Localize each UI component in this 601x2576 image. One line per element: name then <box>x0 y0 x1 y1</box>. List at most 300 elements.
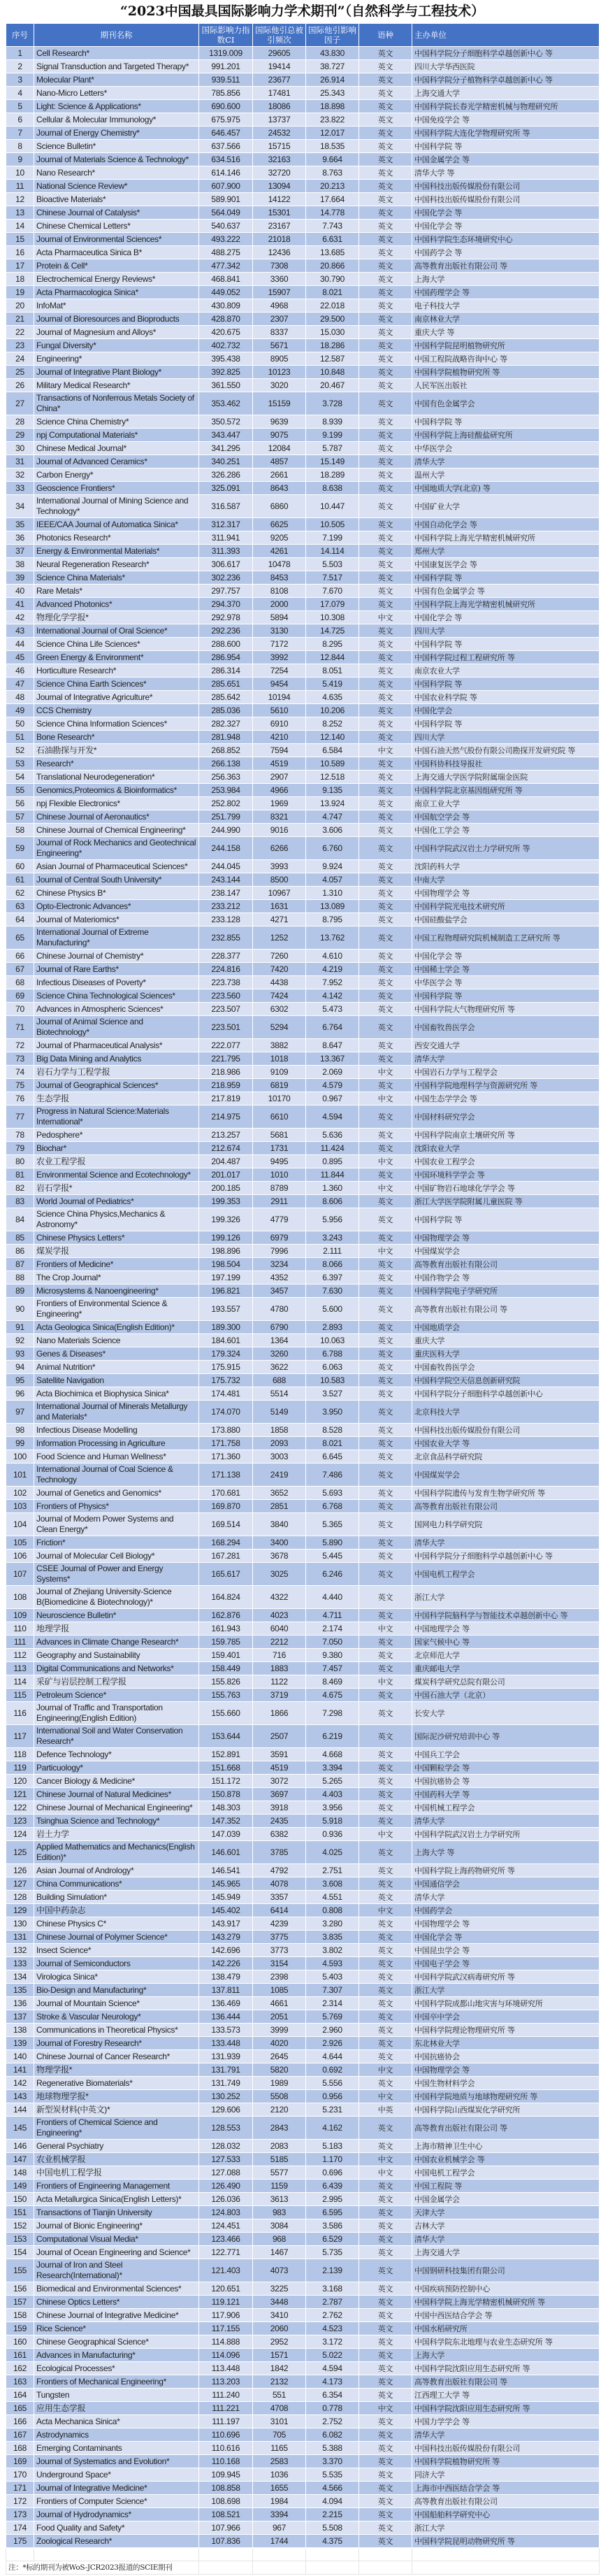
cell-citations: 1571 <box>253 2349 306 2362</box>
table-row <box>6 1513 600 1536</box>
cell-citations: 3154 <box>253 1957 306 1970</box>
cell-organizer: 中国水稻研究所 <box>412 2322 600 2335</box>
cell-rank: 86 <box>6 1245 34 1258</box>
cell-organizer: 南京林业大学 <box>412 313 600 326</box>
cell-journal-name: Journal of Zhejiang University-Science B(Biomedicine & Biotechnology)* <box>34 1586 199 1609</box>
cell-rank: 132 <box>6 1944 34 1957</box>
cell-journal-name: Cellular & Molecular Immunology* <box>34 113 199 127</box>
cell-organizer: 中国物理学会 等 <box>412 887 600 900</box>
cell-language: 英文 <box>359 704 412 717</box>
cell-language: 英文 <box>359 1003 412 1016</box>
cell-language: 英文 <box>359 1285 412 1298</box>
cell-rank: 164 <box>6 2389 34 2402</box>
cell-impact-factor: 4.675 <box>306 1689 359 1702</box>
table-row <box>6 392 600 415</box>
cell-ci-index: 690.600 <box>199 100 253 113</box>
cell-organizer: 清华大学 等 <box>412 166 600 180</box>
cell-ci-index: 292.978 <box>199 611 253 624</box>
cell-organizer: 中国化学会 等 <box>412 206 600 220</box>
cell-organizer: 高等教育出版社有限公司 等 <box>412 1298 600 1321</box>
cell-impact-factor: 7.630 <box>306 1285 359 1298</box>
cell-rank: 150 <box>6 2193 34 2206</box>
cell-rank: 67 <box>6 963 34 976</box>
cell-impact-factor: 0.895 <box>306 1155 359 1168</box>
cell-journal-name: Petroleum Science* <box>34 1689 199 1702</box>
cell-organizer: 中国卒中学会 <box>412 2010 600 2024</box>
table-row <box>6 379 600 392</box>
cell-rank: 89 <box>6 1285 34 1298</box>
cell-impact-factor: 3.394 <box>306 1761 359 1775</box>
cell-organizer: 清华大学 <box>412 2428 600 2442</box>
cell-journal-name: Energy & Environmental Materials* <box>34 545 199 558</box>
cell-impact-factor: 5.365 <box>306 1513 359 1536</box>
cell-language: 英文 <box>359 2219 412 2233</box>
cell-impact-factor: 8.606 <box>306 1195 359 1208</box>
cell-organizer: 中国科学院植物研究所 等 <box>412 366 600 379</box>
cell-rank: 36 <box>6 531 34 545</box>
cell-citations: 4438 <box>253 976 306 989</box>
cell-citations: 6790 <box>253 1321 306 1334</box>
cell-language: 英文 <box>359 2482 412 2495</box>
cell-journal-name: International Journal of Extreme Manufacturing* <box>34 926 199 950</box>
table-row <box>6 2508 600 2521</box>
table-row <box>6 1609 600 1622</box>
cell-organizer: 中国电机工程学会 <box>412 2166 600 2180</box>
cell-language: 英文 <box>359 379 412 392</box>
cell-language: 英文 <box>359 2037 412 2050</box>
cell-rank: 106 <box>6 1550 34 1563</box>
cell-impact-factor: 12.844 <box>306 651 359 664</box>
cell-ci-index: 607.900 <box>199 180 253 193</box>
cell-journal-name: 农业机械学报 <box>34 2153 199 2166</box>
cell-impact-factor: 8.051 <box>306 664 359 678</box>
cell-language: 英文 <box>359 837 412 860</box>
cell-journal-name: Food Quality and Safety* <box>34 2521 199 2535</box>
cell-impact-factor: 2.926 <box>306 2037 359 2050</box>
cell-language: 英文 <box>359 2495 412 2508</box>
cell-organizer: 中国科学院沈阳应用生态研究所 等 <box>412 2402 600 2415</box>
table-row <box>6 2050 600 2063</box>
cell-journal-name: Frontiers of Medicine* <box>34 1258 199 1271</box>
cell-rank: 145 <box>6 2117 34 2140</box>
cell-citations: 4968 <box>253 299 306 313</box>
cell-citations: 5894 <box>253 611 306 624</box>
cell-ci-index: 165.617 <box>199 1563 253 1586</box>
cell-journal-name: Insect Science* <box>34 1944 199 1957</box>
cell-citations: 32720 <box>253 166 306 180</box>
cell-ci-index: 158.449 <box>199 1662 253 1675</box>
cell-rank: 99 <box>6 1437 34 1450</box>
table-row <box>6 887 600 900</box>
table-row <box>6 704 600 717</box>
cell-citations: 3084 <box>253 2219 306 2233</box>
cell-journal-name: China Communications* <box>34 1877 199 1891</box>
cell-language: 英文 <box>359 455 412 468</box>
cell-impact-factor: 10.308 <box>306 611 359 624</box>
cell-impact-factor: 4.094 <box>306 2495 359 2508</box>
cell-ci-index: 243.144 <box>199 873 253 887</box>
cell-language: 英文 <box>359 638 412 651</box>
cell-organizer: 中国科学院南京土壤研究所 等 <box>412 1129 600 1142</box>
cell-citations: 2645 <box>253 2050 306 2063</box>
cell-rank: 46 <box>6 664 34 678</box>
cell-organizer: 中国钢研科技集团有限公司 <box>412 2259 600 2282</box>
cell-ci-index: 127.533 <box>199 2153 253 2166</box>
cell-rank: 61 <box>6 873 34 887</box>
cell-impact-factor: 3.608 <box>306 1877 359 1891</box>
table-row <box>6 860 600 873</box>
cell-organizer: 中国生态学学会 等 <box>412 1092 600 1105</box>
cell-rank: 114 <box>6 1675 34 1689</box>
cell-ci-index: 126.036 <box>199 2193 253 2206</box>
cell-ci-index: 151.668 <box>199 1761 253 1775</box>
cell-impact-factor: 9.924 <box>306 860 359 873</box>
cell-citations: 1085 <box>253 1984 306 1997</box>
table-row <box>6 1917 600 1931</box>
cell-organizer: 中国科技出版传媒股份有限公司 <box>412 2442 600 2455</box>
cell-journal-name: Neuroscience Bulletin* <box>34 1609 199 1622</box>
cell-rank: 166 <box>6 2415 34 2428</box>
cell-rank: 35 <box>6 518 34 531</box>
cell-impact-factor: 5.956 <box>306 1208 359 1231</box>
cell-impact-factor: 10.848 <box>306 366 359 379</box>
cell-rank: 55 <box>6 784 34 797</box>
cell-citations: 3072 <box>253 1775 306 1788</box>
cell-journal-name: Electrochemical Energy Reviews* <box>34 273 199 286</box>
table-row <box>6 1649 600 1662</box>
cell-ci-index: 128.032 <box>199 2140 253 2153</box>
cell-journal-name: 岩土力学 <box>34 1828 199 1841</box>
cell-journal-name: 物理学报* <box>34 2063 199 2077</box>
cell-journal-name: Journal of Semiconductors <box>34 1957 199 1970</box>
cell-citations: 4780 <box>253 1298 306 1321</box>
cell-rank: 105 <box>6 1536 34 1550</box>
cell-impact-factor: 5.265 <box>306 1775 359 1788</box>
cell-impact-factor: 5.556 <box>306 2077 359 2090</box>
cell-language: 中文 <box>359 2166 412 2180</box>
table-row <box>6 468 600 482</box>
cell-organizer: 中国科学院 等 <box>412 989 600 1003</box>
cell-ci-index: 353.462 <box>199 392 253 415</box>
cell-journal-name: International Journal of Mining Science and Technology* <box>34 495 199 518</box>
cell-citations: 9495 <box>253 1155 306 1168</box>
cell-language: 英文 <box>359 2193 412 2206</box>
cell-citations: 3101 <box>253 2415 306 2428</box>
cell-journal-name: Advances in Climate Change Research* <box>34 1636 199 1649</box>
cell-rank: 5 <box>6 100 34 113</box>
cell-citations: 17481 <box>253 87 306 100</box>
cell-ci-index: 107.836 <box>199 2535 253 2548</box>
cell-ci-index: 493.222 <box>199 233 253 246</box>
cell-impact-factor: 0.956 <box>306 2090 359 2103</box>
cell-rank: 59 <box>6 837 34 860</box>
cell-ci-index: 137.811 <box>199 1984 253 1997</box>
cell-impact-factor: 13.089 <box>306 900 359 913</box>
cell-impact-factor: 3.243 <box>306 1231 359 1245</box>
cell-ci-index: 108.698 <box>199 2495 253 2508</box>
table-row <box>6 166 600 180</box>
cell-journal-name: Asian Journal of Andrology* <box>34 1864 199 1877</box>
cell-rank: 50 <box>6 717 34 731</box>
cell-journal-name: Animal Nutrition* <box>34 1361 199 1374</box>
cell-language: 英文 <box>359 1761 412 1775</box>
cell-ci-index: 212.674 <box>199 1142 253 1155</box>
table-row <box>6 100 600 113</box>
cell-impact-factor: 5.693 <box>306 1487 359 1500</box>
cell-organizer: 四川大学华西医院 <box>412 60 600 73</box>
cell-rank: 40 <box>6 585 34 598</box>
cell-citations: 6040 <box>253 1622 306 1636</box>
cell-journal-name: Advances in Manufacturing* <box>34 2349 199 2362</box>
cell-impact-factor: 17.664 <box>306 193 359 206</box>
cell-impact-factor: 5.535 <box>306 2468 359 2482</box>
table-row <box>6 1675 600 1689</box>
cell-ci-index: 175.732 <box>199 1374 253 1387</box>
table-row <box>6 1401 600 1424</box>
cell-organizer: 中国科学院武汉岩土力学研究所 等 <box>412 837 600 860</box>
table-row <box>6 1129 600 1142</box>
cell-language: 英文 <box>359 153 412 166</box>
cell-rank: 130 <box>6 1917 34 1931</box>
cell-citations: 29605 <box>253 47 306 60</box>
cell-ci-index: 350.572 <box>199 415 253 429</box>
cell-language: 英文 <box>359 2455 412 2468</box>
cell-language: 英文 <box>359 2233 412 2246</box>
cell-citations: 967 <box>253 2521 306 2535</box>
cell-rank: 158 <box>6 2309 34 2322</box>
table-row <box>6 60 600 73</box>
cell-rank: 82 <box>6 1182 34 1195</box>
cell-citations: 2120 <box>253 2103 306 2117</box>
cell-impact-factor: 6.595 <box>306 2206 359 2219</box>
cell-organizer: 浙江大学 <box>412 1984 600 1997</box>
cell-citations: 21018 <box>253 233 306 246</box>
cell-journal-name: Genes & Diseases* <box>34 1347 199 1361</box>
cell-ci-index: 477.342 <box>199 259 253 273</box>
cell-language: 英文 <box>359 2050 412 2063</box>
cell-rank: 26 <box>6 379 34 392</box>
table-row <box>6 1155 600 1168</box>
cell-organizer: 中国颗粒学会 等 <box>412 1761 600 1775</box>
cell-rank: 169 <box>6 2455 34 2468</box>
cell-ci-index: 142.226 <box>199 1957 253 1970</box>
table-row <box>6 2246 600 2259</box>
cell-citations: 4023 <box>253 1609 306 1622</box>
cell-citations: 8108 <box>253 585 306 598</box>
cell-journal-name: 采矿与岩层控制工程学报 <box>34 1675 199 1689</box>
cell-language: 英文 <box>359 1450 412 1464</box>
cell-rank: 23 <box>6 339 34 352</box>
cell-impact-factor: 0.967 <box>306 1092 359 1105</box>
cell-language: 英文 <box>359 1931 412 1944</box>
cell-citations: 1252 <box>253 926 306 950</box>
table-row <box>6 1374 600 1387</box>
cell-impact-factor: 14.778 <box>306 206 359 220</box>
cell-rank: 13 <box>6 206 34 220</box>
table-row <box>6 273 600 286</box>
cell-language: 英文 <box>359 140 412 153</box>
cell-ci-index: 113.203 <box>199 2375 253 2389</box>
cell-organizer: 上海市中西医结合学会 等 <box>412 2482 600 2495</box>
table-row <box>6 326 600 339</box>
cell-ci-index: 343.447 <box>199 429 253 442</box>
table-row <box>6 2415 600 2428</box>
cell-ci-index: 184.601 <box>199 1334 253 1347</box>
cell-rank: 53 <box>6 757 34 771</box>
blank-cell <box>359 2548 412 2561</box>
cell-ci-index: 288.600 <box>199 638 253 651</box>
table-row <box>6 442 600 455</box>
cell-impact-factor: 5.508 <box>306 2521 359 2535</box>
cell-ci-index: 266.138 <box>199 757 253 771</box>
cell-journal-name: 地球物理学报* <box>34 2090 199 2103</box>
cell-citations: 983 <box>253 2206 306 2219</box>
cell-organizer: 清华大学 <box>412 2233 600 2246</box>
cell-rank: 138 <box>6 2024 34 2037</box>
cell-journal-name: Infectious Diseases of Poverty* <box>34 976 199 989</box>
cell-journal-name: Research* <box>34 757 199 771</box>
cell-citations: 2419 <box>253 1464 306 1487</box>
cell-citations: 5577 <box>253 2166 306 2180</box>
cell-rank: 56 <box>6 797 34 810</box>
cell-journal-name: Food Science and Human Wellness* <box>34 1450 199 1464</box>
cell-ci-index: 228.377 <box>199 950 253 963</box>
cell-ci-index: 127.088 <box>199 2166 253 2180</box>
cell-organizer: 中国化学会 等 <box>412 220 600 233</box>
table-row <box>6 220 600 233</box>
cell-journal-name: InfoMat* <box>34 299 199 313</box>
cell-journal-name: Cancer Biology & Medicine* <box>34 1775 199 1788</box>
journal-table <box>6 23 600 2575</box>
cell-organizer: 中国科学院地质与地球物理研究所 等 <box>412 2090 600 2103</box>
cell-language: 英文 <box>359 1464 412 1487</box>
cell-ci-index: 111.197 <box>199 2415 253 2428</box>
cell-impact-factor: 6.631 <box>306 233 359 246</box>
cell-citations: 5294 <box>253 1016 306 1039</box>
cell-journal-name: Ecological Processes* <box>34 2362 199 2375</box>
cell-impact-factor: 0.696 <box>306 2166 359 2180</box>
table-row <box>6 1841 600 1864</box>
cell-rank: 111 <box>6 1636 34 1649</box>
cell-language: 英文 <box>359 717 412 731</box>
cell-journal-name: Advanced Photonics* <box>34 598 199 611</box>
cell-rank: 121 <box>6 1788 34 1801</box>
cell-impact-factor: 10.447 <box>306 495 359 518</box>
table-row <box>6 1079 600 1092</box>
table-row <box>6 1168 600 1182</box>
cell-impact-factor: 3.168 <box>306 2282 359 2296</box>
cell-rank: 167 <box>6 2428 34 2442</box>
cell-citations: 705 <box>253 2428 306 2442</box>
table-row <box>6 571 600 585</box>
table-row <box>6 299 600 313</box>
cell-citations: 4779 <box>253 1208 306 1231</box>
cell-ci-index: 646.457 <box>199 127 253 140</box>
cell-journal-name: Journal of Advanced Ceramics* <box>34 455 199 468</box>
cell-language: 英文 <box>359 913 412 926</box>
cell-ci-index: 199.353 <box>199 1195 253 1208</box>
cell-rank: 101 <box>6 1464 34 1487</box>
cell-ci-index: 217.819 <box>199 1092 253 1105</box>
cell-citations: 5681 <box>253 1129 306 1142</box>
table-row <box>6 127 600 140</box>
cell-rank: 120 <box>6 1775 34 1788</box>
cell-language: 英文 <box>359 220 412 233</box>
cell-impact-factor: 10.206 <box>306 704 359 717</box>
cell-rank: 74 <box>6 1066 34 1079</box>
cell-ci-index: 175.915 <box>199 1361 253 1374</box>
cell-organizer: 中国煤炭学会 <box>412 1245 600 1258</box>
cell-impact-factor: 4.375 <box>306 2535 359 2548</box>
cell-citations: 23677 <box>253 73 306 87</box>
cell-journal-name: Science China Information Sciences* <box>34 717 199 731</box>
cell-citations: 5610 <box>253 704 306 717</box>
page-title: “2023中国最具国际影响力学术期刊”（自然科学与工程技术） <box>120 3 485 19</box>
table-row <box>6 286 600 299</box>
cell-rank: 128 <box>6 1891 34 1904</box>
cell-impact-factor: 8.795 <box>306 913 359 926</box>
cell-impact-factor: 2.751 <box>306 1864 359 1877</box>
cell-ci-index: 200.185 <box>199 1182 253 1195</box>
cell-language: 英文 <box>359 1649 412 1662</box>
table-row <box>6 1437 600 1450</box>
cell-language: 英文 <box>359 1016 412 1039</box>
cell-journal-name: Journal of Animal Science and Biotechnology* <box>34 1016 199 1039</box>
cell-ci-index: 361.550 <box>199 379 253 392</box>
cell-impact-factor: 2.762 <box>306 2309 359 2322</box>
table-row <box>6 2090 600 2103</box>
cell-journal-name: Virologica Sinica* <box>34 1970 199 1984</box>
cell-organizer: 中国地理学会 等 <box>412 1622 600 1636</box>
cell-rank: 116 <box>6 1702 34 1725</box>
cell-language: 中文 <box>359 2063 412 2077</box>
cell-rank: 175 <box>6 2535 34 2548</box>
cell-citations: 1989 <box>253 2077 306 2090</box>
cell-organizer: 中国科学院空天信息创新研究院 <box>412 1374 600 1387</box>
cell-ci-index: 155.660 <box>199 1702 253 1725</box>
cell-citations: 2907 <box>253 771 306 784</box>
cell-ci-index: 171.138 <box>199 1464 253 1487</box>
cell-citations: 1036 <box>253 2468 306 2482</box>
cell-citations: 3225 <box>253 2282 306 2296</box>
cell-rank: 110 <box>6 1622 34 1636</box>
table-row <box>6 2180 600 2193</box>
cell-impact-factor: 5.787 <box>306 442 359 455</box>
cell-journal-name: Engineering* <box>34 352 199 366</box>
cell-impact-factor: 4.644 <box>306 2050 359 2063</box>
cell-organizer: 北京食品科学研究院 <box>412 1450 600 1464</box>
cell-journal-name: Journal of Traffic and Transportation Engineering(English Edition) <box>34 1702 199 1725</box>
cell-ci-index: 428.870 <box>199 313 253 326</box>
cell-impact-factor: 4.593 <box>306 1957 359 1970</box>
cell-journal-name: National Science Review* <box>34 180 199 193</box>
header-citations: 国际他引总被引频次 <box>253 24 306 47</box>
cell-organizer: 人民军医出版社 <box>412 379 600 392</box>
cell-rank: 45 <box>6 651 34 664</box>
cell-organizer: 中国科学院分子细胞科学卓越创新中心 等 <box>412 1550 600 1563</box>
cell-rank: 133 <box>6 1957 34 1970</box>
cell-impact-factor: 13.685 <box>306 246 359 259</box>
cell-rank: 136 <box>6 1997 34 2010</box>
cell-impact-factor: 0.692 <box>306 2063 359 2077</box>
cell-rank: 96 <box>6 1387 34 1401</box>
cell-ci-index: 110.616 <box>199 2442 253 2455</box>
cell-impact-factor: 2.314 <box>306 1997 359 2010</box>
cell-impact-factor: 2.111 <box>306 1245 359 1258</box>
cell-journal-name: Progress in Natural Science:Materials International* <box>34 1105 199 1129</box>
cell-language: 英文 <box>359 1748 412 1761</box>
header-impact-factor: 国际他引影响因子 <box>306 24 359 47</box>
